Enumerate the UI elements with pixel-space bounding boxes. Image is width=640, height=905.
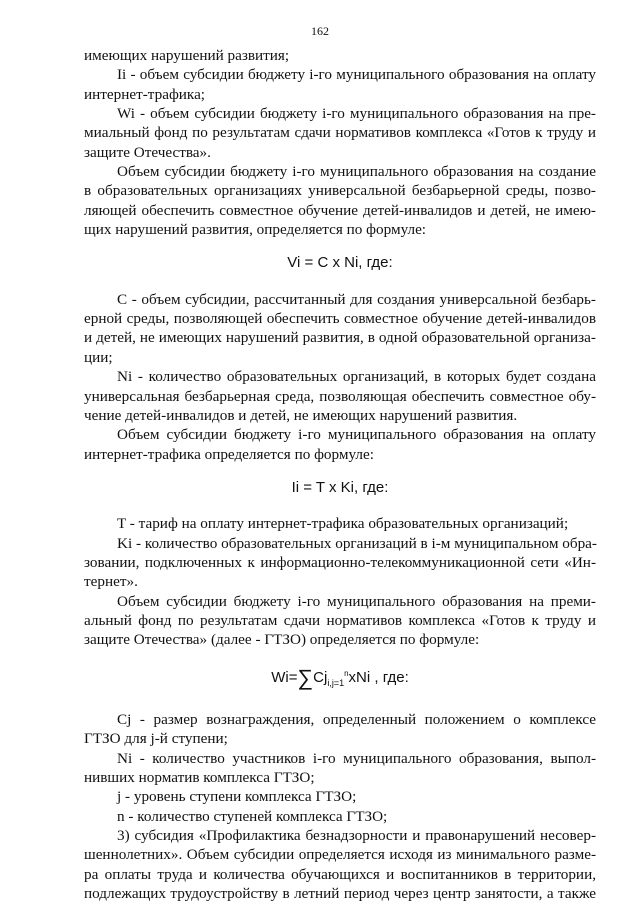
text-line: ерной среды, позволяющей обеспечить совместное обучение детей-инвалидов <box>84 310 596 328</box>
formula-vi: Vi = C x Ni, где: <box>287 254 393 272</box>
page-number: 162 <box>311 24 329 38</box>
text-line: защите Отечества» (далее - ГТЗО) определяется по формуле: <box>84 631 480 649</box>
formula-ii: Ii = T x Ki, где: <box>291 478 389 496</box>
text-line: альный фонд по результатам сдачи нормативов комплекса «Готов к труду и <box>84 611 596 629</box>
text-line: имеющих нарушений развития; <box>84 47 290 64</box>
text-line: C - объем субсидии, рассчитанный для создания универсальной безбарь- <box>117 290 596 308</box>
text-line: Ki - количество образовательных организаций в i-м муниципальном обра- <box>117 534 597 552</box>
text-line: n - количество ступеней комплекса ГТЗО; <box>117 807 388 825</box>
text-line: ляющей обеспечить совместное обучение детей-инвалидов и детей, не имею- <box>84 201 596 219</box>
text-line: зовании, подключенных к информационно-телекоммуникационной сети «Ин- <box>84 553 596 571</box>
text-line: нивших норматив комплекса ГТЗО; <box>84 769 315 786</box>
text-line: чение детей-инвалидов и детей, не имеющих нарушений развития. <box>84 406 518 424</box>
formula-wi <box>84 664 596 693</box>
text-line: интернет-трафика определяется по формуле: <box>84 445 374 463</box>
formula-wi-rest: xNi , где: <box>348 668 409 686</box>
text-line: и детей, не имеющих нарушений развития, в одной образовательной организа- <box>84 329 596 347</box>
text-line: защите Отечества». <box>84 143 211 161</box>
text-line: Объем субсидии бюджету i-го муниципального образования на создание <box>117 163 596 181</box>
text-line: Объем субсидии бюджету i-го муниципального образования на оплату <box>117 426 596 444</box>
text-line: в образовательных организациях универсальной безбарьерной среды, позво- <box>84 182 596 200</box>
text-line: универсальная безбарьерная среда, позволяющая обеспечить совместное обу- <box>84 387 596 405</box>
text-line: Ni - количество участников i-го муниципального образования, выпол- <box>117 749 596 767</box>
text-line: тернет». <box>84 573 138 591</box>
formula-wi-lhs: Wi= <box>271 668 298 686</box>
text-line: Cj - размер вознаграждения, определенный положением о комплексе <box>117 710 596 728</box>
text-line: 3) субсидия «Профилактика безнадзорности и правонарушений несовер- <box>117 827 596 845</box>
text-line: ра оплаты труда и количества обучающихся и воспитанников в территории, <box>84 865 596 883</box>
text-line: ции; <box>84 348 113 366</box>
formula-wi-superscript: n <box>344 668 349 678</box>
text-line: Объем субсидии бюджету i-го муниципального образования на преми- <box>117 592 596 610</box>
text-line: Ni - количество образовательных организаций, в которых будет создана <box>117 368 596 386</box>
text-line: Wi - объем субсидии бюджету i-го муниципального образования на пре- <box>117 105 596 123</box>
sum-symbol: ∑ <box>297 664 314 690</box>
text-line: T - тариф на оплату интернет-трафика образовательных организаций; <box>117 515 569 533</box>
text-line: Ii - объем субсидии бюджету i-го муниципального образования на оплату <box>117 66 596 84</box>
text-line: шеннолетних». Объем субсидии определяется исходя из минимального разме- <box>84 846 596 864</box>
text-line: интернет-трафика; <box>84 85 206 103</box>
formula-wi-subscript: i,j=1 <box>327 677 345 688</box>
text-line: подлежащих трудоустройству в летний период через центр занятости, а также <box>84 885 596 903</box>
document-body <box>84 46 596 903</box>
text-line: j - уровень ступени комплекса ГТЗО; <box>117 788 357 806</box>
text-line: миальный фонд по результатам сдачи нормативов комплекса «Готов к труду и <box>84 124 596 142</box>
text-line: щих нарушений развития, определяется по формуле: <box>84 221 427 239</box>
formula-wi-cj: Cj <box>313 668 328 686</box>
text-line: ГТЗО для j-й ступени; <box>84 730 228 748</box>
